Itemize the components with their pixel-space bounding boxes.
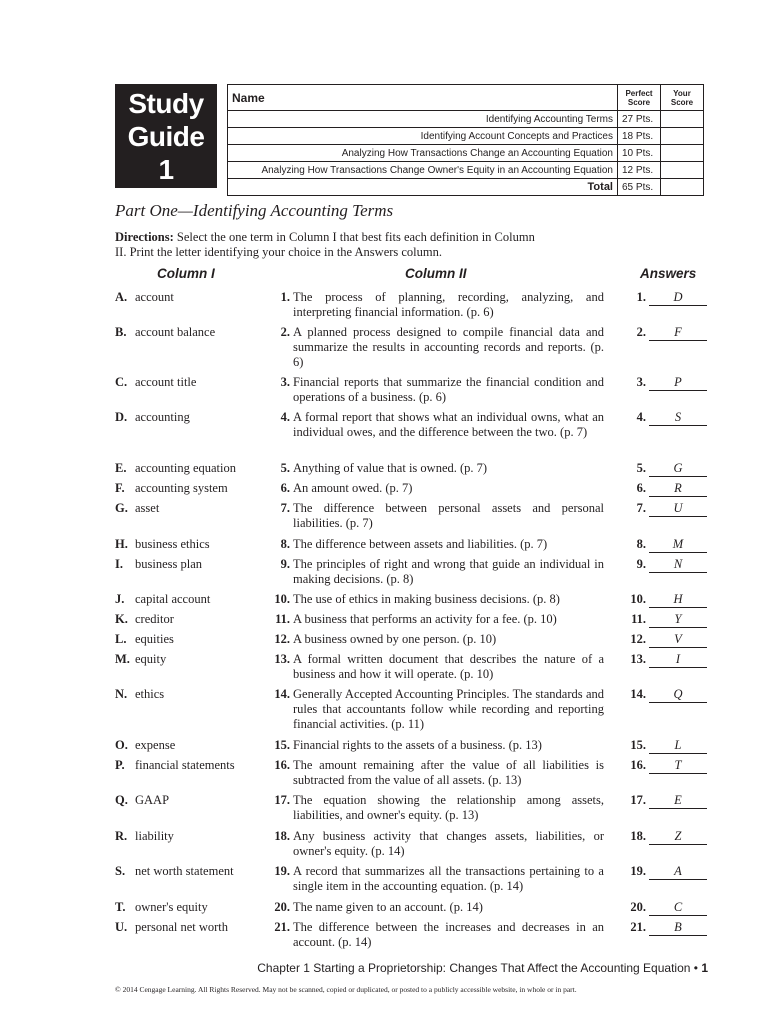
score-row <box>228 145 704 162</box>
score-task: Analyzing How Transactions Change an Accounting Equation <box>228 145 618 162</box>
answer-field[interactable]: Z <box>649 829 707 845</box>
column-1-term <box>115 829 174 844</box>
term-text: liability <box>135 829 174 843</box>
answers-header: Answers <box>640 266 697 281</box>
column-2-definition <box>272 758 604 788</box>
directions-text: Select the one term in Column I that best fits each definition in Column II. Print the letter identifying your choice in the Answers column. <box>115 230 535 259</box>
column-1-term <box>115 687 164 702</box>
column-1-term <box>115 864 234 879</box>
column-2-definition <box>272 829 604 859</box>
answer-line <box>618 612 707 628</box>
definition-text: A business that performs an activity for a fee. (p. 10) <box>293 612 557 626</box>
column-1-term <box>115 537 210 552</box>
column-1-term <box>115 375 196 390</box>
column-2-definition <box>272 461 604 476</box>
term-letter: I. <box>115 557 123 571</box>
definition-number: 15. <box>274 738 290 752</box>
answer-field[interactable]: A <box>649 864 707 880</box>
term-text: creditor <box>135 612 174 626</box>
answer-number: 9. <box>636 557 646 571</box>
answer-line <box>618 632 707 648</box>
column-2-definition <box>272 632 604 647</box>
column-2-definition <box>272 557 604 587</box>
answer-line <box>618 920 707 936</box>
term-text: asset <box>135 501 160 515</box>
term-letter: Q. <box>115 793 128 807</box>
definition-number: 3. <box>280 375 290 389</box>
term-letter: J. <box>115 592 125 606</box>
column-2-definition <box>272 290 604 320</box>
answer-field[interactable]: S <box>649 410 707 426</box>
definition-number: 1. <box>280 290 290 304</box>
column-1-term <box>115 758 235 773</box>
term-text: accounting <box>135 410 190 424</box>
column-2-header: Column II <box>405 266 467 281</box>
term-text: account balance <box>135 325 216 339</box>
definition-text: The principles of right and wrong that guide an individual in making decisions. (p. 8) <box>293 557 604 586</box>
term-text: expense <box>135 738 176 752</box>
definition-number: 2. <box>280 325 290 339</box>
term-letter: B. <box>115 325 127 339</box>
answer-number: 8. <box>636 537 646 551</box>
term-letter: P. <box>115 758 125 772</box>
definition-number: 18. <box>274 829 290 843</box>
answer-line <box>618 501 707 517</box>
answer-number: 18. <box>630 829 646 843</box>
term-letter: T. <box>115 900 126 914</box>
definition-number: 13. <box>274 652 290 666</box>
footer-bullet: • <box>693 961 698 975</box>
column-2-definition <box>272 738 604 753</box>
answer-field[interactable]: E <box>649 793 707 809</box>
term-letter: U. <box>115 920 128 934</box>
score-points: 18 Pts. <box>618 128 661 145</box>
column-2-definition <box>272 481 604 496</box>
column-1-term <box>115 410 190 425</box>
answer-line <box>618 687 707 703</box>
score-task: Analyzing How Transactions Change Owner's Equity in an Accounting Equation <box>228 162 618 179</box>
answer-line <box>618 758 707 774</box>
answer-field[interactable]: V <box>649 632 707 648</box>
column-2-definition <box>272 325 604 370</box>
answer-number: 13. <box>630 652 646 666</box>
definition-text: Generally Accepted Accounting Principles. The standards and rules that accountants follow while recording and reporting financial activities. (p. 11) <box>293 687 604 731</box>
definition-number: 12. <box>274 632 290 646</box>
definition-text: An amount owed. (p. 7) <box>293 481 413 495</box>
copyright-notice: © 2014 Cengage Learning. All Rights Reserved. May not be scanned, copied or duplicated, or posted to a publicly accessible website, in whole or in part. <box>115 985 577 994</box>
answer-field[interactable]: B <box>649 920 707 936</box>
answer-field[interactable]: D <box>649 290 707 306</box>
definition-number: 9. <box>280 557 290 571</box>
definition-text: The difference between personal assets and personal liabilities. (p. 7) <box>293 501 604 530</box>
answer-number: 17. <box>630 793 646 807</box>
definition-text: A formal written document that describes the nature of a business and how it will operate. (p. 10) <box>293 652 604 681</box>
score-task: Identifying Account Concepts and Practices <box>228 128 618 145</box>
column-2-definition <box>272 501 604 531</box>
your-score-header: Your Score <box>661 85 704 111</box>
answer-number: 15. <box>630 738 646 752</box>
definition-number: 17. <box>274 793 290 807</box>
page-number: 1 <box>701 961 708 975</box>
definition-number: 16. <box>274 758 290 772</box>
column-1-term <box>115 592 210 607</box>
term-text: accounting equation <box>135 461 237 475</box>
score-header-row <box>228 85 704 111</box>
column-1-term <box>115 501 159 516</box>
answer-line <box>618 793 707 809</box>
column-1-term <box>115 290 174 305</box>
answer-line <box>618 461 707 477</box>
answer-field[interactable]: I <box>649 652 707 668</box>
column-1-term <box>115 793 169 808</box>
column-2-definition <box>272 920 604 950</box>
definition-text: The difference between assets and liabilities. (p. 7) <box>293 537 548 551</box>
answer-line <box>618 557 707 573</box>
score-row <box>228 162 704 179</box>
answer-number: 11. <box>631 612 646 626</box>
answer-number: 7. <box>636 501 646 515</box>
definition-text: A business owned by one person. (p. 10) <box>293 632 497 646</box>
column-2-definition <box>272 793 604 823</box>
answer-field[interactable]: M <box>649 537 707 553</box>
definition-number: 5. <box>280 461 290 475</box>
answer-field[interactable]: Q <box>649 687 707 703</box>
score-task: Identifying Accounting Terms <box>228 111 618 128</box>
definition-number: 10. <box>274 592 290 606</box>
answer-number: 2. <box>636 325 646 339</box>
definition-number: 4. <box>280 410 290 424</box>
term-letter: O. <box>115 738 128 752</box>
answer-field[interactable]: G <box>649 461 707 477</box>
definition-number: 7. <box>280 501 290 515</box>
definition-number: 19. <box>274 864 290 878</box>
term-text: net worth statement <box>135 864 234 878</box>
column-1-term <box>115 557 202 572</box>
answer-field[interactable]: R <box>649 481 707 497</box>
score-points: 10 Pts. <box>618 145 661 162</box>
column-2-definition <box>272 375 604 405</box>
column-1-term <box>115 652 166 667</box>
definition-text: A formal report that shows what an individual owns, what an individual owes, and the difference between the two. (p. 7) <box>293 410 604 439</box>
score-points: 27 Pts. <box>618 111 661 128</box>
column-2-definition <box>272 612 604 627</box>
total-label: Total <box>228 179 618 196</box>
score-table <box>227 84 704 196</box>
term-text: account title <box>135 375 197 389</box>
part-title: Part One—Identifying Accounting Terms <box>115 201 394 220</box>
score-points: 12 Pts. <box>618 162 661 179</box>
answer-line <box>618 900 707 916</box>
answer-field[interactable]: N <box>649 557 707 573</box>
definition-text: Anything of value that is owned. (p. 7) <box>293 461 488 475</box>
term-text: GAAP <box>135 793 170 807</box>
name-field[interactable] <box>228 85 618 111</box>
study-guide-badge <box>115 84 217 188</box>
definition-text: The use of ethics in making business decisions. (p. 8) <box>293 592 560 606</box>
definition-text: The process of planning, recording, analyzing, and interpreting financial information. (p. 6) <box>293 290 604 319</box>
score-row <box>228 111 704 128</box>
chapter-footer <box>257 961 708 975</box>
answer-field[interactable]: Y <box>649 612 707 628</box>
column-1-header: Column I <box>157 266 215 281</box>
your-score-cell[interactable] <box>661 111 704 128</box>
term-letter: K. <box>115 612 128 626</box>
answer-line <box>618 410 707 426</box>
answer-number: 10. <box>630 592 646 606</box>
study-guide-line1: Study <box>128 88 204 119</box>
column-1-term <box>115 481 228 496</box>
directions <box>115 230 545 260</box>
answer-line <box>618 537 707 553</box>
term-text: personal net worth <box>135 920 229 934</box>
term-text: capital account <box>135 592 211 606</box>
term-letter: E. <box>115 461 127 475</box>
answer-field[interactable]: P <box>649 375 707 391</box>
term-letter: F. <box>115 481 125 495</box>
perfect-score-header: Perfect Score <box>618 85 661 111</box>
term-letter: S. <box>115 864 126 878</box>
definition-number: 14. <box>274 687 290 701</box>
answer-line <box>618 652 707 668</box>
study-guide-line2: Guide <box>127 121 205 152</box>
answer-number: 6. <box>636 481 646 495</box>
definition-text: Financial rights to the assets of a business. (p. 13) <box>293 738 542 752</box>
definition-text: The difference between the increases and decreases in an account. (p. 14) <box>293 920 604 949</box>
column-2-definition <box>272 537 604 552</box>
term-text: accounting system <box>135 481 228 495</box>
answer-number: 4. <box>636 410 646 424</box>
answer-number: 12. <box>630 632 646 646</box>
answer-field[interactable]: U <box>649 501 707 517</box>
score-row <box>228 128 704 145</box>
term-letter: L. <box>115 632 127 646</box>
study-guide-number: 1 <box>158 154 174 185</box>
directions-label: Directions: <box>115 230 174 244</box>
term-letter: C. <box>115 375 128 389</box>
term-text: ethics <box>135 687 165 701</box>
score-total-row <box>228 179 704 196</box>
chapter-title: Chapter 1 Starting a Proprietorship: Changes That Affect the Accounting Equation <box>257 961 691 975</box>
term-text: business ethics <box>135 537 210 551</box>
definition-text: A planned process designed to compile financial data and summarize the results in accounting records and reports. (p. 6) <box>293 325 604 369</box>
answer-line <box>618 375 707 391</box>
definition-number: 6. <box>280 481 290 495</box>
definition-number: 8. <box>280 537 290 551</box>
answer-line <box>618 829 707 845</box>
column-1-term <box>115 920 228 935</box>
your-total-cell[interactable] <box>661 179 704 196</box>
your-score-cell[interactable] <box>661 145 704 162</box>
column-1-term <box>115 738 175 753</box>
definition-text: The equation showing the relationship among assets, liabilities, and owner's equity. (p. 13) <box>293 793 604 822</box>
term-letter: R. <box>115 829 128 843</box>
column-2-definition <box>272 410 604 440</box>
answer-line <box>618 592 707 608</box>
answer-number: 14. <box>630 687 646 701</box>
term-letter: N. <box>115 687 128 701</box>
answer-number: 1. <box>636 290 646 304</box>
your-score-cell[interactable] <box>661 162 704 179</box>
term-text: financial statements <box>135 758 235 772</box>
column-1-term <box>115 612 174 627</box>
column-1-term <box>115 632 174 647</box>
column-2-definition <box>272 864 604 894</box>
term-text: account <box>135 290 174 304</box>
definition-number: 21. <box>274 920 290 934</box>
answer-line <box>618 290 707 306</box>
definition-text: A record that summarizes all the transactions pertaining to a single item in the accounting equation. (p. 14) <box>293 864 604 893</box>
column-2-definition <box>272 652 604 682</box>
answer-number: 5. <box>636 461 646 475</box>
column-2-definition <box>272 900 604 915</box>
term-letter: M. <box>115 652 130 666</box>
answer-field[interactable]: F <box>649 325 707 341</box>
answer-field[interactable]: H <box>649 592 707 608</box>
answer-line <box>618 325 707 341</box>
column-1-term <box>115 900 208 915</box>
term-letter: H. <box>115 537 128 551</box>
term-text: equities <box>135 632 174 646</box>
total-points: 65 Pts. <box>618 179 661 196</box>
term-letter: A. <box>115 290 128 304</box>
term-text: owner's equity <box>135 900 208 914</box>
answer-number: 21. <box>630 920 646 934</box>
term-text: business plan <box>135 557 203 571</box>
definition-number: 11. <box>275 612 290 626</box>
term-letter: D. <box>115 410 128 424</box>
column-2-definition <box>272 687 604 732</box>
answer-line <box>618 481 707 497</box>
column-1-term <box>115 461 236 476</box>
answer-number: 3. <box>636 375 646 389</box>
term-text: equity <box>135 652 167 666</box>
term-letter: G. <box>115 501 128 515</box>
definition-text: Financial reports that summarize the financial condition and operations of a business. (p. 6) <box>293 375 604 404</box>
answer-field[interactable]: C <box>649 900 707 916</box>
answer-number: 16. <box>630 758 646 772</box>
answer-field[interactable]: L <box>649 738 707 754</box>
definition-text: The name given to an account. (p. 14) <box>293 900 483 914</box>
answer-number: 19. <box>630 864 646 878</box>
answer-line <box>618 864 707 880</box>
your-score-cell[interactable] <box>661 128 704 145</box>
answer-number: 20. <box>630 900 646 914</box>
definition-text: The amount remaining after the value of all liabilities is subtracted from the value of all assets. (p. 13) <box>293 758 604 787</box>
column-1-term <box>115 325 215 340</box>
answer-field[interactable]: T <box>649 758 707 774</box>
definition-text: Any business activity that changes assets, liabilities, or owner's equity. (p. 14) <box>293 829 604 858</box>
name-label: Name <box>232 90 265 105</box>
definition-number: 20. <box>274 900 290 914</box>
column-2-definition <box>272 592 604 607</box>
answer-line <box>618 738 707 754</box>
